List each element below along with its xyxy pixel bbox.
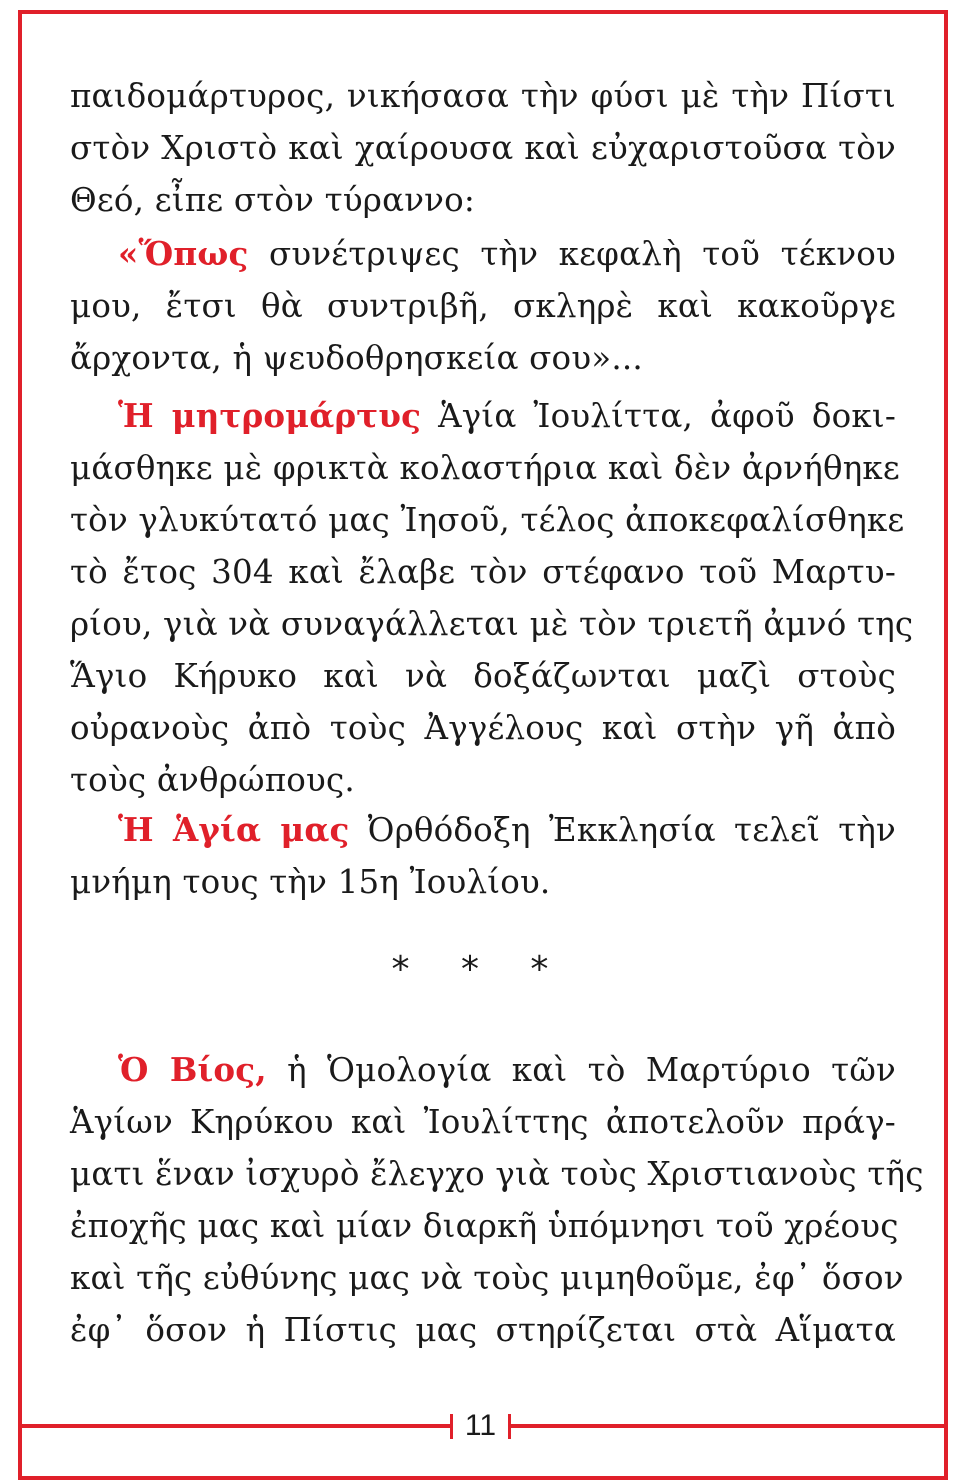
text-line — [70, 390, 896, 442]
paragraph-2 — [70, 228, 896, 384]
text-line — [70, 228, 896, 280]
text-line: μάσθηκε μὲ φρικτὰ κολαστήρια καὶ δὲν ἀρνήθηκε — [70, 449, 900, 487]
text-line: μου, ἔτσι θὰ συντριβῆ, σκληρὲ καὶ κακοῦργε — [70, 287, 896, 325]
text-line: τοὺς ἀνθρώπους. — [70, 761, 355, 799]
line-rest: ἡ Ὁμολογία καὶ τὸ Μαρτύριο τῶν — [287, 1051, 896, 1089]
text-line: ματι ἕναν ἰσχυρὸ ἔλεγχο γιὰ τοὺς Χριστιανοὺς τῆς — [70, 1155, 924, 1193]
text-line — [70, 1044, 896, 1096]
line-rest: συνέτριψες τὴν κεφαλὴ τοῦ τέκνου — [268, 235, 897, 273]
text-line: ρίου, γιὰ νὰ συναγάλλεται μὲ τὸν τριετῆ ἀμνό της — [70, 605, 914, 643]
page-number: 11 — [464, 1409, 497, 1442]
text-line: ἐποχῆς μας καὶ μίαν διαρκῆ ὑπόμνησι τοῦ χρέους — [70, 1207, 899, 1245]
line-rest: Ὀρθόδοξη Ἐκκλησία τελεῖ τὴν — [367, 811, 897, 849]
text-line: Ἅγιο Κήρυκο καὶ νὰ δοξάζωνται μαζὶ στοὺς — [70, 657, 896, 695]
paragraph-1 — [70, 70, 896, 226]
highlighted-lead: «Ὅπως — [118, 234, 249, 273]
text-line: Ἁγίων Κηρύκου καὶ Ἰουλίττης ἀποτελοῦν πράγ- — [70, 1103, 896, 1141]
text-line: οὐρανοὺς ἀπὸ τοὺς Ἀγγέλους καὶ στὴν γῆ ἀπὸ — [70, 709, 896, 747]
paragraph-5 — [70, 1044, 924, 1356]
highlighted-lead: Ἡ Ἁγία μας — [118, 810, 350, 849]
paragraph-3 — [70, 390, 914, 806]
highlighted-lead: Ὁ Βίος, — [118, 1050, 267, 1089]
text-line: παιδομάρτυρος, νικήσασα τὴν φύσι μὲ τὴν Πίστι — [70, 77, 896, 115]
text-line: ἄρχοντα, ἡ ψευδοθρησκεία σου»... — [70, 339, 643, 377]
line-rest: Ἁγία Ἰουλίττα, ἀφοῦ δοκι- — [438, 397, 896, 435]
footer-rule-left — [18, 1424, 450, 1428]
text-line — [70, 804, 896, 856]
footer-rule-right — [510, 1424, 948, 1428]
text-line: Θεό, εἶπε στὸν τύραννο: — [70, 181, 476, 219]
text-line: στὸν Χριστὸ καὶ χαίρουσα καὶ εὐχαριστοῦσα τὸν — [70, 129, 896, 167]
text-line: ἐφ᾽ ὅσον ἡ Πίστις μας στηρίζεται στὰ Αἵματα — [70, 1311, 896, 1349]
text-line: μνήμη τους τὴν 15η Ἰουλίου. — [70, 863, 551, 901]
text-line: καὶ τῆς εὐθύνης μας νὰ τοὺς μιμηθοῦμε, ἐφ᾽ ὅσον — [70, 1259, 904, 1297]
section-separator: * * * — [391, 949, 569, 990]
highlighted-lead: Ἡ μητρομάρτυς — [118, 396, 422, 435]
text-line: τὸ ἔτος 304 καὶ ἔλαβε τὸν στέφανο τοῦ Μαρτυ- — [70, 553, 896, 591]
page-footer — [0, 1406, 960, 1442]
text-line: τὸν γλυκύτατό μας Ἰησοῦ, τέλος ἀποκεφαλίσθηκε — [70, 501, 905, 539]
paragraph-4 — [70, 804, 896, 908]
